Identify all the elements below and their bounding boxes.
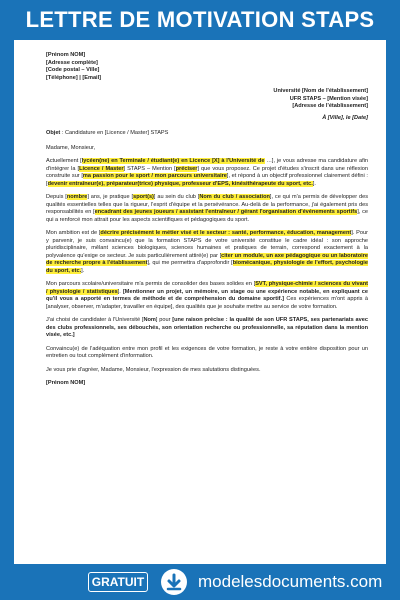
text: ].	[312, 180, 316, 187]
recipient-ufr: UFR STAPS – [Mention visée]	[289, 95, 368, 102]
text: ], ce qui a renforcé mon attrait pour les aspects scientifiques et pédagogiques du sport.	[46, 209, 368, 223]
text: ] pour	[155, 317, 173, 323]
text: Mon parcours scolaire/universitaire m'a permis de consolider des bases solides en [	[46, 281, 256, 287]
placeholder-highlight: Nom du club / association	[199, 194, 270, 200]
letter-page	[14, 40, 386, 564]
placeholder-highlight: Licence / Master	[79, 165, 124, 172]
paragraph-sport	[46, 194, 368, 224]
placeholder-highlight: lycéen(ne) en Terminale / étudiant(e) en Licence [X] à l'Université de	[81, 158, 265, 164]
text: Depuis [	[46, 194, 67, 200]
sender-city: [Code postal – Ville]	[46, 67, 100, 73]
text: ], et répond à un objectif professionnel clairement défini : [	[46, 173, 368, 187]
greeting: Madame, Monsieur,	[46, 144, 96, 151]
signature: [Prénom NOM]	[46, 380, 86, 386]
site-url[interactable]: modelesdocuments.com	[198, 572, 383, 591]
sender-address: [Adresse complète]	[46, 59, 98, 66]
cloud-download-icon[interactable]	[160, 568, 188, 596]
sender-name: [Prénom NOM]	[46, 52, 86, 58]
placeholder-highlight: nombre	[66, 194, 88, 200]
closing-formula: Je vous prie d'agréer, Madame, Monsieur, l'expression de mes salutations distinguées.	[46, 366, 261, 373]
bold-instruction: [une raison précise : la qualité de son UFR STAPS, ses partenariats avec des clubs professionnels, ses débouchés, son orientation recherche ou professionnelle, sa réputation dans la mention visée, etc.]	[46, 317, 369, 338]
recipient-university: Université [Nom de l'établissement]	[273, 88, 368, 94]
place-date: À [Ville], le [Date]	[322, 114, 368, 121]
placeholder-highlight: sport(s)	[133, 194, 154, 200]
paragraph-parcours	[46, 281, 368, 311]
text: ] STAPS – Mention [	[123, 165, 176, 172]
text: ].	[81, 267, 85, 274]
free-badge[interactable]: GRATUIT	[88, 572, 148, 592]
text: ] que vous proposez. Ce projet d'études s'inscrit dans une réflexion construite sur [	[46, 165, 368, 179]
paragraph-ambition	[46, 230, 368, 275]
text: ]. Pour y parvenir, je suis convaincu(e) que la formation STAPS de votre université constitue le cadre idéal : son approche pluridisciplinaire, mêlant sciences biologiques, sciences humaines et pratiques de terrain, correspond exactement à la polyvalence qu'exige ce secteur. Je suis particulièrement attiré(e) par [	[46, 230, 368, 259]
placeholder-highlight: encadrant des jeunes joueurs / assistant l'entraîneur / gérant l'organisation d'événements sportifs	[94, 209, 358, 215]
text: Actuellement [	[46, 158, 82, 164]
paragraph-university-choice	[46, 317, 368, 340]
text: …], je vous adresse ma candidature afin d'intégrer la [	[46, 158, 368, 172]
placeholder-highlight: SVT, physique-chimie / sciences du vivant / physiologie / statistiques	[46, 281, 368, 295]
placeholder-highlight: décrire précisément le métier visé et le secteur : santé, performance, éducation, management	[100, 230, 352, 236]
text: ].	[117, 288, 123, 295]
text: Ces expériences m'ont appris à [analyser, observer, m'adapter, travailler en équipe], des qualités que je souhaite mettre au service de votre formation.	[46, 296, 368, 310]
placeholder-highlight: ma passion pour le sport / mon parcours universitaire	[82, 173, 227, 179]
text: ] au sein du club [	[153, 194, 200, 200]
sender-block	[46, 52, 368, 82]
recipient-address: [Adresse de l'établissement]	[292, 103, 368, 109]
banner-title: LETTRE DE MOTIVATION STAPS	[0, 0, 400, 40]
placeholder-highlight: devenir entraîneur(e), préparateur(trice) physique, professeur d'EPS, kinésithérapeute du sport, etc.	[47, 180, 313, 187]
text: Mon ambition est de [	[46, 230, 101, 236]
recipient-block	[46, 88, 368, 111]
sender-contact: [Téléphone] | [Email]	[46, 74, 102, 81]
bold-instruction: [Mentionner un projet, un mémoire, un stage ou une expérience notable, en expliquant ce qu'il vous a apporté en termes de méthode et de compréhension du domaine sportif.]	[46, 288, 368, 302]
text: J'ai choisi de candidater à l'Université [	[46, 317, 144, 323]
subject-label: Objet	[46, 130, 61, 136]
placeholder-bold: Nom	[143, 317, 156, 323]
paragraph-intro	[46, 158, 368, 188]
placeholder-highlight: citer un module, un axe pédagogique ou un laboratoire de recherche propre à l'établissement	[46, 252, 369, 266]
subject-line	[46, 130, 368, 138]
text: ] ans, je pratique [	[87, 194, 134, 200]
paragraph-conclusion: Convaincu(e) de l'adéquation entre mon profil et les exigences de votre formation, je reste à votre entière disposition pour un entretien ou tout complément d'information.	[46, 345, 368, 359]
subject-text: : Candidature en [Licence / Master] STAPS	[60, 130, 169, 136]
text: ], qui me permettra d'approfondir [	[147, 260, 233, 266]
text: ], ce qui m'a permis de développer des qualités essentielles telles que la rigueur, l'esprit d'équipe et la persévérance. Au-delà de la performance, j'ai également pris des responsabilités en [	[46, 194, 369, 215]
placeholder-highlight: préciser	[175, 165, 198, 172]
footer	[0, 564, 400, 600]
placeholder-highlight: biomécanique, physiologie de l'effort, psychologie du sport, etc.	[46, 260, 368, 274]
